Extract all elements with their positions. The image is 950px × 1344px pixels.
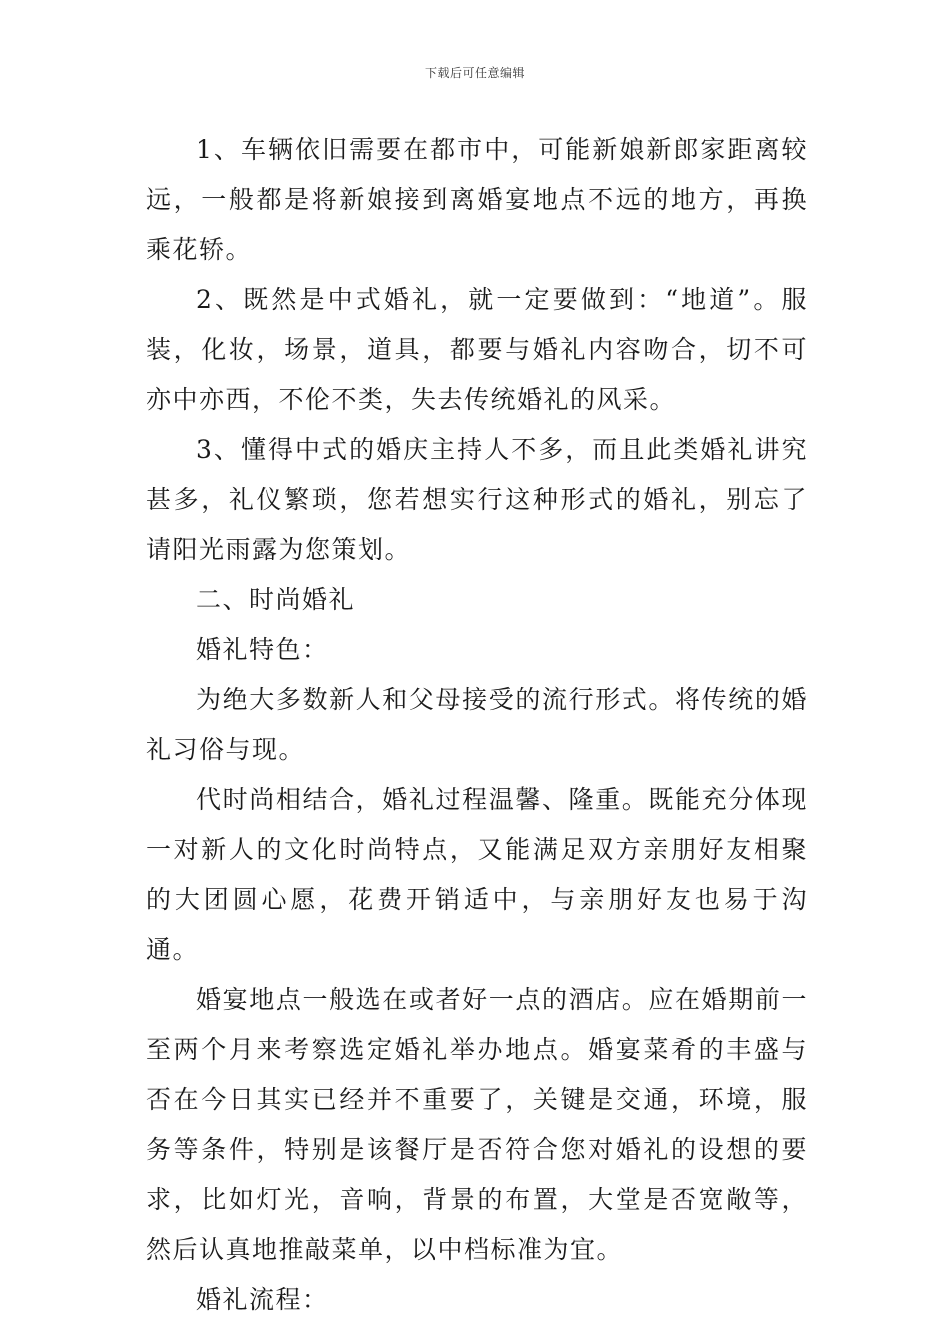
paragraph-1: 1、车辆依旧需要在都市中，可能新娘新郎家距离较远，一般都是将新娘接到离婚宴地点不远的地方，再换乘花轿。	[146, 135, 808, 264]
paragraph-venue: 婚宴地点一般选在或者好一点的酒店。应在婚期前一至两个月来考察选定婚礼举办地点。婚宴菜肴的丰盛与否在今日其实已经并不重要了，关键是交通，环境，服务等条件，特别是该餐厅是否符合您对婚礼的设想的要求，比如灯光，音响，背景的布置，大堂是否宽敞等，然后认真地推敲菜单，以中档标准为宜。	[146, 985, 808, 1264]
document-body	[146, 125, 808, 1325]
section-heading: 二、时尚婚礼	[196, 585, 356, 614]
subheading-process: 婚礼流程：	[196, 1285, 329, 1314]
subheading-features: 婚礼特色：	[196, 635, 329, 664]
page-header: 下载后可任意编辑	[424, 66, 525, 80]
paragraph-2: 2、既然是中式婚礼，就一定要做到：“地道”。服装，化妆，场景，道具，都要与婚礼内容吻合，切不可亦中亦西，不伦不类，失去传统婚礼的风采。	[146, 285, 808, 414]
paragraph-3: 3、懂得中式的婚庆主持人不多，而且此类婚礼讲究甚多，礼仪繁琐，您若想实行这种形式的婚礼，别忘了请阳光雨露为您策划。	[146, 435, 808, 564]
paragraph-features: 为绝大多数新人和父母接受的流行形式。将传统的婚礼习俗与现。	[146, 685, 808, 764]
paragraph-modern: 代时尚相结合，婚礼过程温馨、隆重。既能充分体现一对新人的文化时尚特点，又能满足双方亲朋好友相聚的大团圆心愿，花费开销适中，与亲朋好友也易于沟通。	[146, 785, 808, 964]
